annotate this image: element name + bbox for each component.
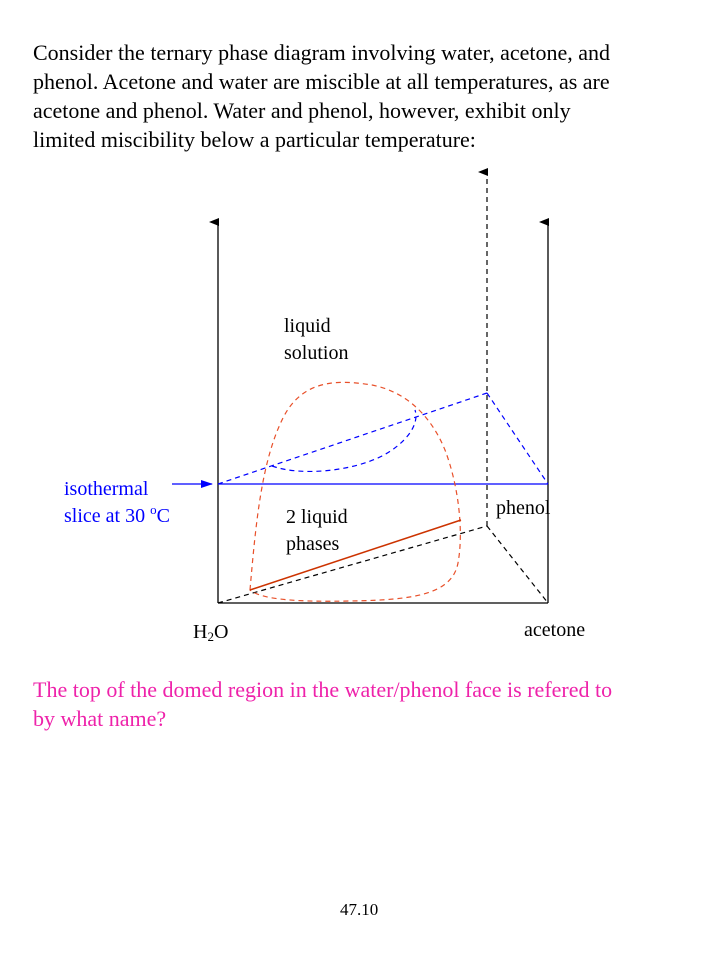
- liquid-solution-label: [284, 313, 348, 367]
- isothermal-label-line2: [64, 503, 170, 530]
- question-text: [33, 675, 703, 733]
- liquid-solution-line: solution: [284, 342, 349, 364]
- base-tie-line: [250, 520, 461, 590]
- water-vertex-label: [193, 620, 228, 645]
- isothermal-label-line1: isothermal: [64, 478, 149, 500]
- question-line: The top of the domed region in the water/phenol face is refered to: [33, 677, 613, 702]
- isothermal-slice-back-edge: [218, 393, 487, 484]
- acetone-vertex-label: acetone: [524, 619, 586, 641]
- base-water-phenol-edge: [218, 526, 487, 603]
- liquid-solution-line: liquid: [284, 315, 331, 337]
- isothermal-slice-label: [64, 476, 170, 530]
- intro-line: acetone and phenol. Water and phenol, however, exhibit only: [33, 98, 571, 123]
- isothermal-miscibility-curve: [272, 410, 416, 471]
- degree-symbol: o: [150, 502, 157, 517]
- water-subscript: 2: [207, 629, 214, 644]
- two-phase-line: phases: [286, 533, 340, 555]
- phenol-vertex-label: phenol: [496, 497, 551, 519]
- question-line: by what name?: [33, 706, 167, 731]
- intro-line: limited miscibility below a particular temperature:: [33, 127, 476, 152]
- intro-line: Consider the ternary phase diagram involving water, acetone, and: [33, 40, 611, 65]
- isothermal-temp-text: slice at 30: [64, 505, 151, 527]
- isothermal-slice-side-edge: [487, 393, 548, 484]
- two-phase-line: 2 liquid: [286, 506, 348, 528]
- two-phase-dome: [250, 382, 460, 601]
- water-o: O: [213, 621, 229, 643]
- intro-line: phenol. Acetone and water are miscible at all temperatures, as are: [33, 69, 610, 94]
- base-phenol-acetone-edge: [487, 526, 548, 603]
- water-h: H: [193, 621, 208, 643]
- temperature-unit: C: [156, 505, 170, 527]
- page-number: 47.10: [340, 900, 379, 919]
- two-liquid-phases-label: [286, 504, 348, 558]
